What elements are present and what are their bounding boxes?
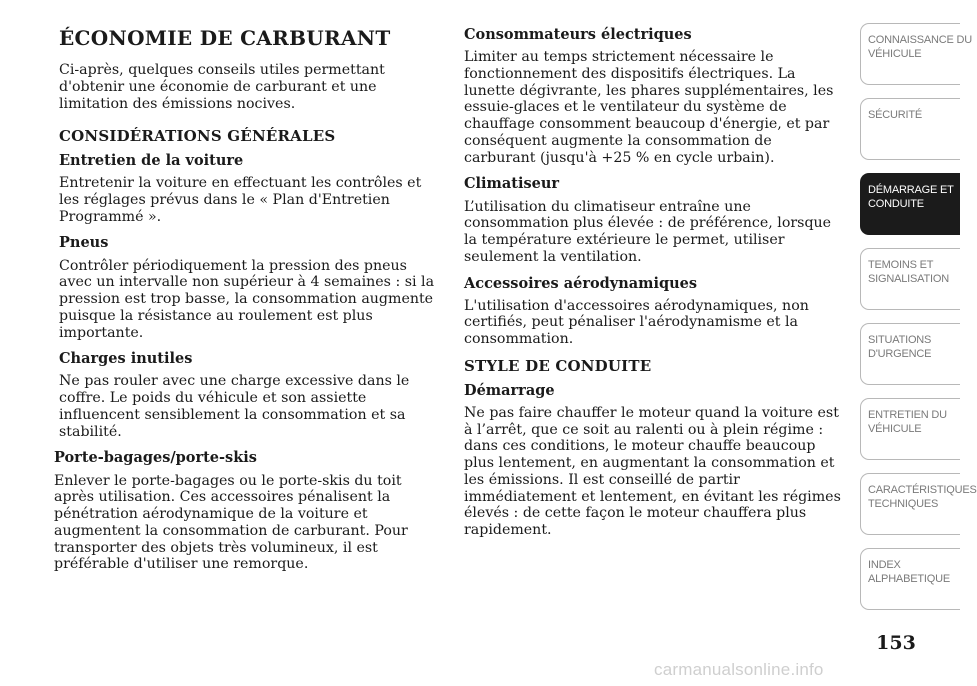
tab-label-line2: TECHNIQUES <box>868 498 939 511</box>
page-number: 153 <box>876 632 916 654</box>
section-heading-starting: Démarrage <box>464 381 555 399</box>
section-heading-electrical: Consommateurs électriques <box>464 26 692 43</box>
tab-label-line1: CARACTÉRISTIQUES <box>868 484 977 496</box>
section-heading-maintenance: Entretien de la voiture <box>59 152 244 169</box>
section-text-air-conditioning: L’utilisation du climatiseur entraîne une consommation plus élevée : de préférence, lorsque la température extérieure le permet, utiliser seulement la ventilation. <box>464 198 832 265</box>
tab-label-line1: CONNAISSANCE DU <box>868 34 972 46</box>
watermark: carmanualsonline.info <box>654 660 824 679</box>
tab-technical-specifications[interactable] <box>860 473 977 535</box>
tab-vehicle-knowledge[interactable] <box>860 23 972 85</box>
section-text-roof-rack: Enlever le porte-bagages ou le porte-skis du toit après utilisation. Ces accessoires pénalisent la pénétration aérodynamique de la voiture et augmentent la consommation de carburant. Pour transporter des objets très volumineux, il est préférable d'utiliser une remorque. <box>54 472 408 573</box>
section-heading-air-conditioning: Climatiseur <box>464 175 560 193</box>
tab-safety[interactable] <box>860 98 960 160</box>
left-column <box>54 26 439 582</box>
tab-vehicle-maintenance[interactable] <box>860 398 960 460</box>
general-considerations-heading: CONSIDÉRATIONS GÉNÉRALES <box>59 127 336 146</box>
section-text-loads: Ne pas rouler avec une charge excessive dans le coffre. Le poids du véhicule et son assiette influencent sensiblement la consommation et sa stabilité. <box>59 373 410 440</box>
section-text-maintenance: Entretenir la voiture en effectuant les contrôles et les réglages prévus dans le « Plan d'Entretien Programmé ». <box>59 175 422 225</box>
tab-label-line2: VÉHICULE <box>868 423 922 436</box>
tab-label-line1: SITUATIONS <box>868 334 932 346</box>
tab-emergencies[interactable] <box>860 323 960 385</box>
section-text-electrical: Limiter au temps strictement nécessaire le fonctionnement des dispositifs électriques. La lunette dégivrante, les phares supplémentaires, les essuie-glaces et le ventilateur du système de chauffage consomment beaucoup d'énergie, et par conséquent augmente la consommation de carburant (jusqu'à +25 % en cycle urbain). <box>464 49 834 166</box>
section-text-aero-accessories: L'utilisation d'accessoires aérodynamiques, non certifiés, peut pénaliser l'aérodynamisme et la consommation. <box>464 297 809 348</box>
tab-alphabetical-index[interactable] <box>860 548 960 610</box>
section-heading-loads: Charges inutiles <box>59 350 193 368</box>
tab-label-line1: ENTRETIEN DU <box>868 409 947 421</box>
section-heading-aero-accessories: Accessoires aérodynamiques <box>464 274 698 292</box>
tab-label-line2: SIGNALISATION <box>868 273 949 286</box>
tab-label-line2: CONDUITE <box>868 198 924 211</box>
right-column <box>464 26 846 548</box>
tab-label-line2: D'URGENCE <box>868 348 932 361</box>
section-heading-roof-rack: Porte-bagages/porte-skis <box>54 449 257 467</box>
section-text-tyres: Contrôler périodiquement la pression des pneus avec un intervalle non supérieur à 4 semaines : si la pression est trop basse, la consommation augmente puisque la résistance au roulement est plus importante. <box>59 257 435 341</box>
tab-label-line1: DÉMARRAGE ET <box>868 184 954 196</box>
tab-label-line2: ALPHABETIQUE <box>868 573 950 586</box>
driving-style-heading: STYLE DE CONDUITE <box>464 356 652 375</box>
section-text-starting: Ne pas faire chauffer le moteur quand la voiture est à l’arrêt, que ce soit au ralenti ou à plein régime : dans ces conditions, le moteur chauffe beaucoup plus lentement, en augmentant la consommation et les émissions. Il est conseillé de partir immédiatement et lentement, en évitant les régimes élevés : de cette façon le moteur chauffera plus rapidement. <box>464 404 841 538</box>
tab-label-line1: INDEX <box>868 559 901 571</box>
page-title: ÉCONOMIE DE CARBURANT <box>59 26 391 50</box>
intro-paragraph: Ci-après, quelques conseils utiles permettant d'obtenir une économie de carburant et une limitation des émissions nocives. <box>59 62 385 112</box>
tab-warning-lights[interactable] <box>860 248 960 310</box>
tab-label-line1: TEMOINS ET <box>868 259 934 271</box>
section-heading-tyres: Pneus <box>59 234 109 252</box>
tab-label-line1: SÉCURITÉ <box>868 109 923 121</box>
tab-starting-and-driving[interactable] <box>860 173 960 235</box>
tab-label-line2: VÉHICULE <box>868 48 922 61</box>
chapter-tabs <box>860 23 977 623</box>
